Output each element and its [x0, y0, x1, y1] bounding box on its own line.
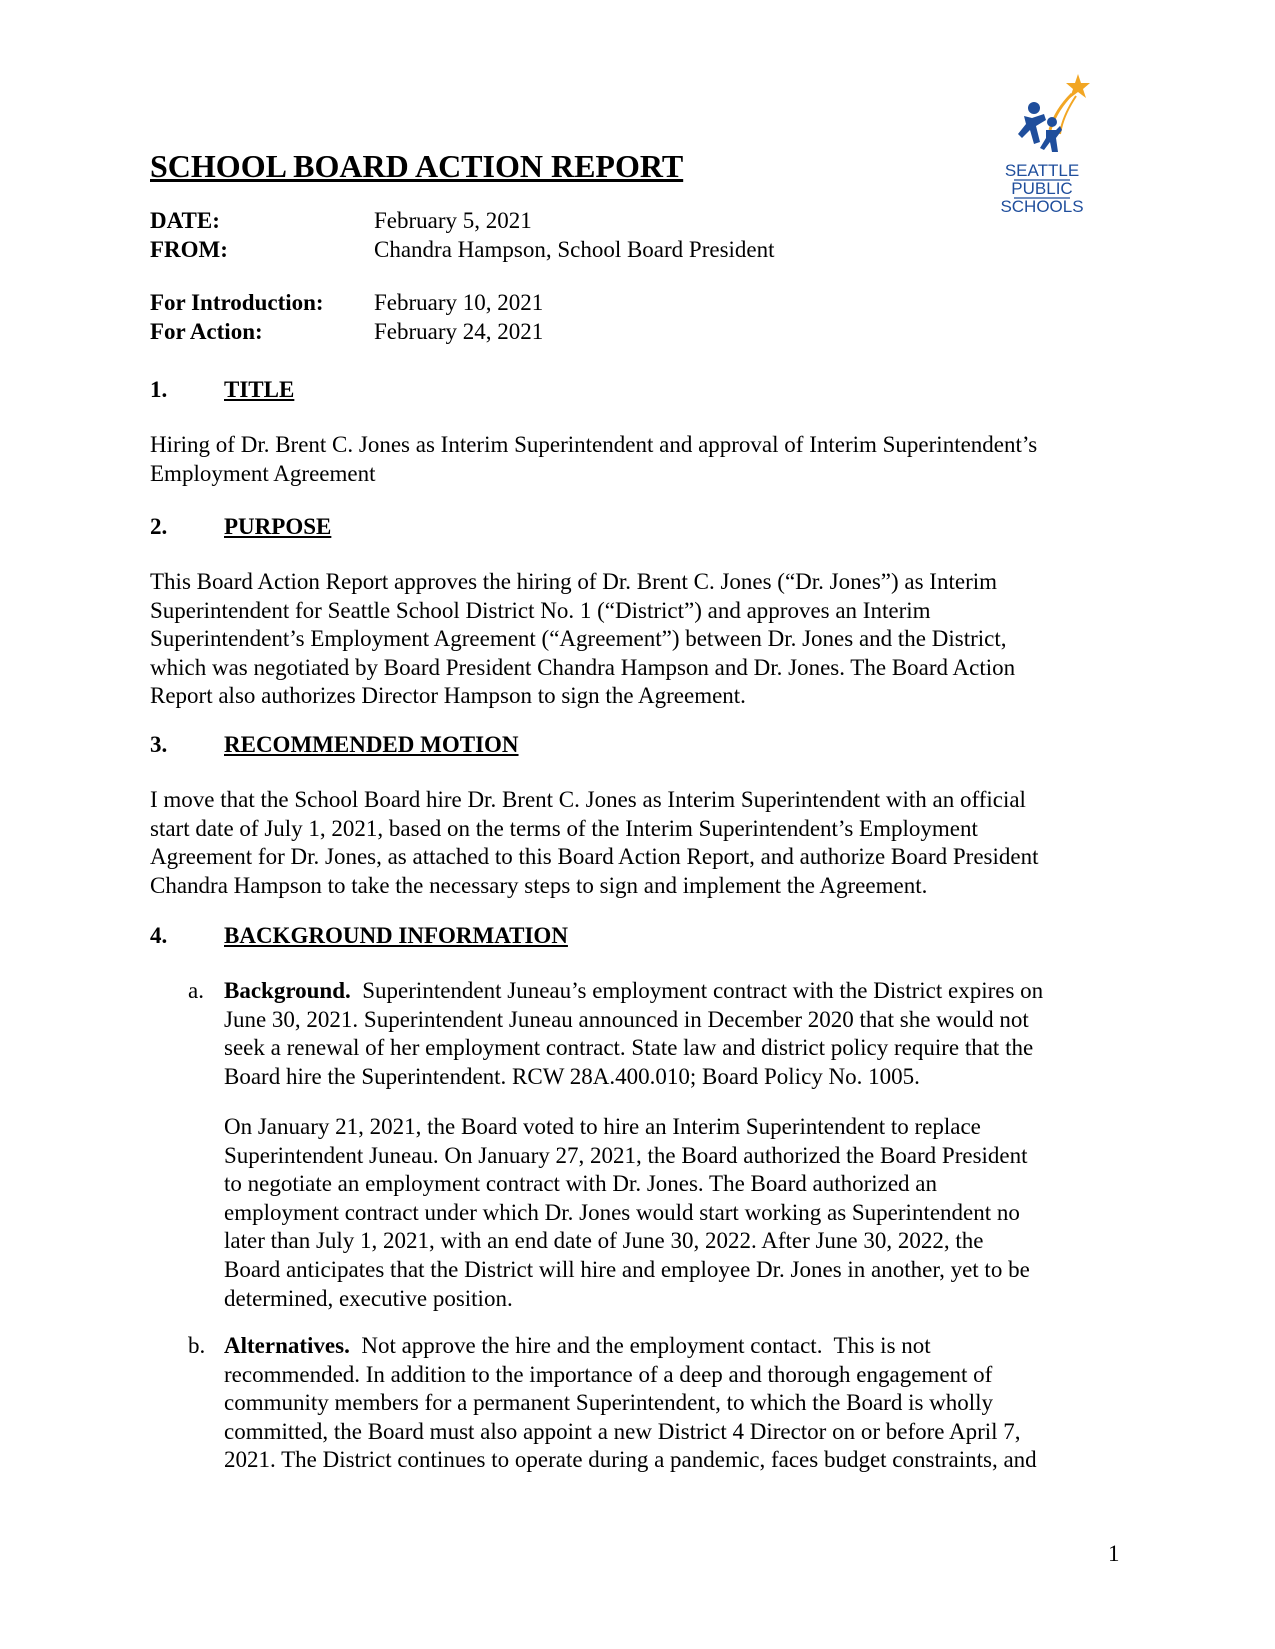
list-marker: a. — [188, 978, 204, 1003]
logo-line-2: PUBLIC — [1011, 179, 1073, 198]
section-title: BACKGROUND INFORMATION — [224, 923, 568, 948]
page-number: 1 — [1108, 1541, 1120, 1566]
section-number: 3. — [150, 732, 168, 757]
from-value: Chandra Hampson, School Board President — [374, 236, 775, 262]
section-1-body: Hiring of Dr. Brent C. Jones as Interim Superintendent and approval of Interim Superintendent’s Employment Agreement — [150, 432, 1038, 486]
logo-line-1: SEATTLE — [1004, 161, 1080, 180]
section-number: 2. — [150, 514, 168, 539]
date-label: DATE: — [150, 208, 220, 233]
section-number: 4. — [150, 923, 168, 948]
section-title: TITLE — [224, 377, 295, 402]
introduction-label: For Introduction: — [150, 290, 324, 315]
background-paragraph-2: On January 21, 2021, the Board voted to hire an Interim Superintendent to replace Superintendent Juneau. On January 27, 2021, the Board authorized the Board President to negotiate an employment contract with Dr. Jones. The Board authorized an employment contract under which Dr. Jones would start working as Superintendent no later than July 1, 2021, with an end date of June 30, 2022. After June 30, 2022, the Board anticipates that the District will hire and employee Dr. Jones in another, yet to be determined, executive position. — [224, 1114, 1030, 1311]
from-label: FROM: — [150, 236, 228, 262]
introduction-value: February 10, 2021 — [374, 290, 544, 315]
section-2-body: This Board Action Report approves the hiring of Dr. Brent C. Jones (“Dr. Jones”) as Interim Superintendent for Seattle School District No. 1 (“District”) and approves an Interim Superintendent’s Employment Agreement (“Agreement”) between Dr. Jones and the District, which was negotiated by Board President Chandra Hampson and Dr. Jones. The Board Action Report also authorizes Director Hampson to sign the Agreement. — [150, 569, 1016, 709]
report-schedule — [150, 289, 1050, 346]
section-title: PURPOSE — [224, 514, 332, 539]
section-3-body: I move that the School Board hire Dr. Brent C. Jones as Interim Superintendent with an official start date of July 1, 2021, based on the terms of the Interim Superintendent’s Employment Agreement for Dr. Jones, as attached to this Board Action Report, and authorize Board President Chandra Hampson to take the necessary steps to sign and implement the Agreement. — [150, 787, 1039, 898]
action-label: For Action: — [150, 318, 263, 344]
report-meta — [150, 207, 1050, 264]
background-item: a. Background. Superintendent Juneau’s employment contract with the District expires on June 30, 2021. Superintendent Juneau announced in December 2020 that she would not seek a renewal of her employment contract. State law and district policy require that the Board hire the Superintendent. RCW 28A.400.010; Board Policy No. 1005. — [188, 978, 1044, 1089]
logo-line-3: SCHOOLS — [1000, 197, 1084, 216]
action-value: February 24, 2021 — [374, 318, 544, 344]
list-marker: b. — [188, 1333, 206, 1358]
page-title: SCHOOL BOARD ACTION REPORT — [150, 148, 684, 184]
date-value: February 5, 2021 — [374, 208, 532, 233]
section-number: 1. — [150, 377, 168, 402]
item-heading: Alternatives. — [224, 1333, 350, 1358]
alternatives-item: b. Alternatives. Not approve the hire and the employment contact. This is not recommended. In addition to the importance of a deep and thorough engagement of community members for a permanent Superintendent, to which the Board is wholly committed, the Board must also appoint a new District 4 Director on or before April 7, 2021. The District continues to operate during a pandemic, faces budget constraints, and — [188, 1333, 1037, 1473]
section-title: RECOMMENDED MOTION — [224, 732, 519, 757]
item-heading: Background. — [224, 978, 351, 1003]
